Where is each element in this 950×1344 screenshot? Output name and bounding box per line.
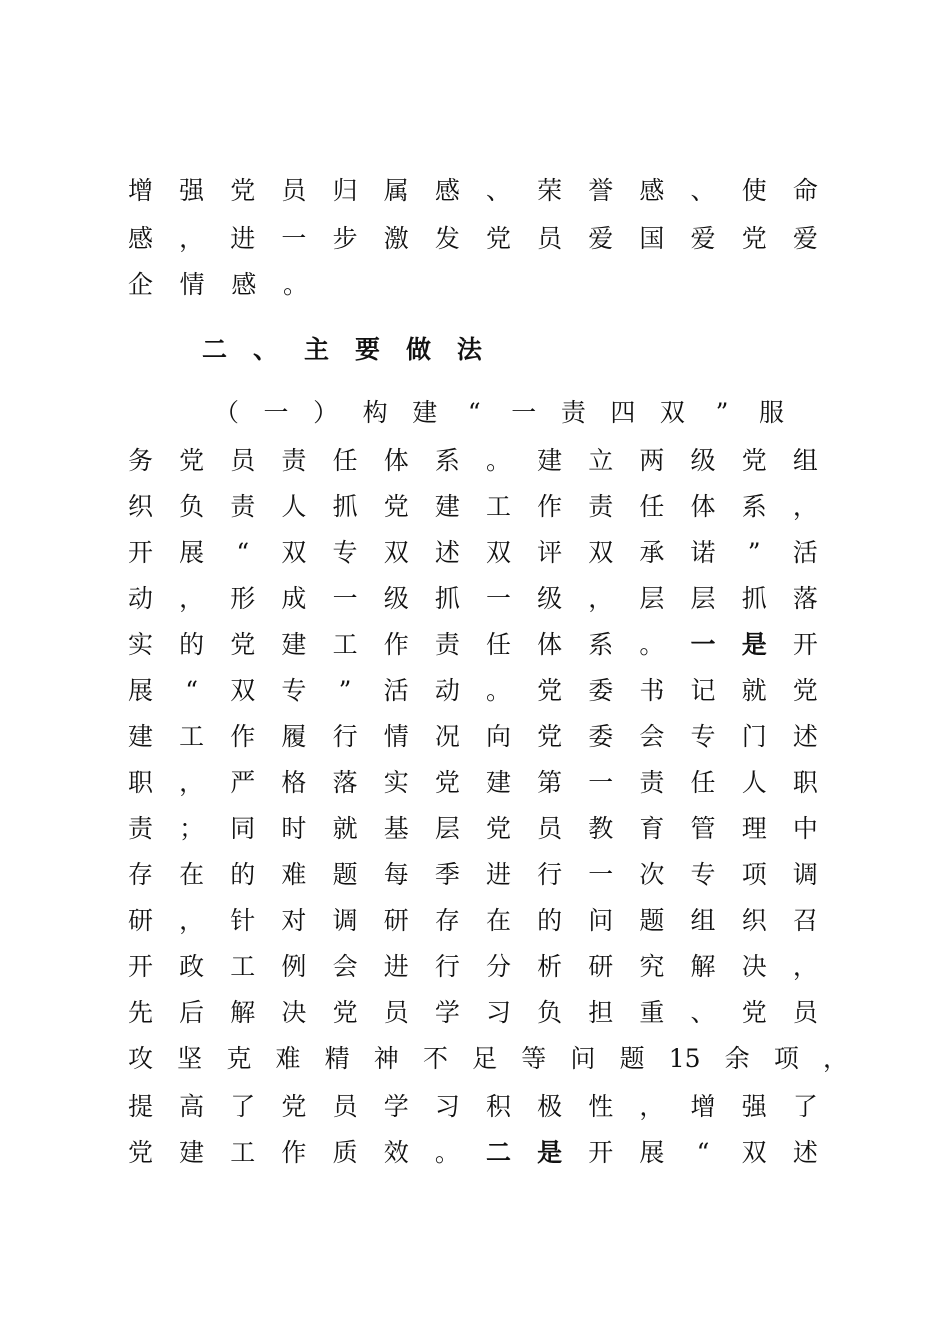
section-heading: [214, 390, 784, 436]
text-line: [128, 668, 818, 714]
text-char: 荣: [537, 176, 563, 205]
text-char: 先: [128, 998, 154, 1027]
text-char: 职: [128, 768, 154, 797]
text-char: 中: [792, 814, 818, 843]
text-char: ”: [747, 538, 761, 567]
text-char: 法: [456, 335, 482, 364]
text-char: ，: [792, 952, 818, 981]
text-char: 党: [741, 998, 767, 1027]
text-char: 是: [537, 1138, 563, 1167]
text-char: 落: [332, 768, 358, 797]
text-char: 负: [179, 492, 205, 521]
text-char: 织: [128, 492, 154, 521]
text-char: 在: [485, 906, 511, 935]
text-char: 双: [383, 538, 409, 567]
text-char: 建: [281, 630, 307, 659]
text-char: 工: [332, 630, 358, 659]
text-char: 感: [434, 176, 460, 205]
text-line: [128, 216, 818, 262]
text-char: 归: [332, 176, 358, 205]
text-line: [128, 622, 818, 668]
text-char: 员: [383, 998, 409, 1027]
text-char: 等: [521, 1044, 547, 1073]
text-char: 情: [179, 270, 205, 299]
text-char: 责: [560, 398, 586, 427]
text-char: 季: [434, 860, 460, 889]
text-char: 责: [639, 768, 665, 797]
text-char: 育: [639, 814, 665, 843]
text-char: 习: [434, 1092, 460, 1121]
text-char: 四: [610, 398, 636, 427]
text-char: 体: [690, 492, 716, 521]
text-char: 展: [179, 538, 205, 567]
text-char: 理: [741, 814, 767, 843]
text-char: 开: [128, 952, 154, 981]
text-char: 责: [230, 492, 256, 521]
text-char: 学: [383, 1092, 409, 1121]
text-char: 负: [537, 998, 563, 1027]
text-char: 双: [588, 538, 614, 567]
text-char: 成: [281, 584, 307, 613]
text-char: 提: [128, 1092, 154, 1121]
text-char: 极: [537, 1092, 563, 1121]
text-char: 爱: [690, 224, 716, 253]
text-char: 积: [485, 1092, 511, 1121]
text-char: 克: [226, 1044, 252, 1073]
text-char: 实: [128, 630, 154, 659]
text-char: 党: [128, 1138, 154, 1167]
text-char: 强: [179, 176, 205, 205]
text-char: 务: [128, 446, 154, 475]
text-char: “: [467, 398, 481, 427]
text-char: 员: [230, 446, 256, 475]
text-char: ，: [179, 906, 205, 935]
text-char: 。: [434, 1138, 460, 1167]
text-char: 研: [588, 952, 614, 981]
text-line: [128, 576, 818, 622]
text-char: 难: [281, 860, 307, 889]
text-char: 。: [639, 630, 665, 659]
text-char: 员: [537, 814, 563, 843]
text-char: 书: [639, 676, 665, 705]
text-char: 国: [639, 224, 665, 253]
text-char: 析: [537, 952, 563, 981]
text-char: 。: [485, 676, 511, 705]
text-char: 调: [332, 906, 358, 935]
text-char: 建: [485, 768, 511, 797]
text-char: 员: [281, 176, 307, 205]
text-char: 构: [362, 398, 388, 427]
text-char: 一: [588, 768, 614, 797]
text-char: 足: [472, 1044, 498, 1073]
text-char: 习: [485, 998, 511, 1027]
text-char: 级: [690, 446, 716, 475]
text-char: 究: [639, 952, 665, 981]
text-char: 双: [281, 538, 307, 567]
text-char: 企: [128, 270, 154, 299]
text-char: ，: [792, 492, 818, 521]
text-line: [128, 852, 818, 898]
text-char: 向: [485, 722, 511, 751]
text-char: 重: [639, 998, 665, 1027]
text-char: 双: [741, 1138, 767, 1167]
text-char: 一: [690, 630, 716, 659]
text-char: 诺: [690, 538, 716, 567]
text-char: ，: [588, 584, 614, 613]
text-char: 一: [511, 398, 537, 427]
text-char: 工: [485, 492, 511, 521]
text-char: ，: [179, 768, 205, 797]
text-char: ，: [179, 584, 205, 613]
text-char: 不: [422, 1044, 448, 1073]
text-char: 调: [792, 860, 818, 889]
text-char: 格: [281, 768, 307, 797]
text-char: 述: [792, 1138, 818, 1167]
text-char: 抓: [332, 492, 358, 521]
text-char: 行: [537, 860, 563, 889]
text-line: [128, 484, 818, 530]
text-char: 、: [690, 176, 716, 205]
text-char: 体: [383, 446, 409, 475]
text-char: 后: [179, 998, 205, 1027]
text-char: 同: [230, 814, 256, 843]
text-char: 时: [281, 814, 307, 843]
text-char: 攻: [128, 1044, 154, 1073]
text-char: 工: [179, 722, 205, 751]
text-char: 主: [303, 335, 329, 364]
text-char: 员: [537, 224, 563, 253]
text-char: 党: [332, 998, 358, 1027]
text-char: 在: [179, 860, 205, 889]
text-char: 项: [773, 1044, 799, 1073]
text-char: 解: [230, 998, 256, 1027]
text-char: 次: [639, 860, 665, 889]
text-char: 系: [741, 492, 767, 521]
text-line: [128, 1084, 818, 1130]
text-char: 职: [792, 768, 818, 797]
text-char: 党: [179, 446, 205, 475]
text-char: 任: [485, 630, 511, 659]
text-char: 责: [281, 446, 307, 475]
text-char: 问: [588, 906, 614, 935]
text-char: “: [696, 1138, 710, 1167]
text-char: 履: [281, 722, 307, 751]
text-char: 况: [434, 722, 460, 751]
text-char: 人: [741, 768, 767, 797]
text-char: 是: [741, 630, 767, 659]
text-char: 开: [792, 630, 818, 659]
text-char: 一: [263, 398, 289, 427]
text-char: 党: [537, 676, 563, 705]
text-char: 两: [639, 446, 665, 475]
text-char: 存: [434, 906, 460, 935]
text-char: 组: [792, 446, 818, 475]
text-char: 政: [179, 952, 205, 981]
text-char: 精: [324, 1044, 350, 1073]
text-line: [128, 262, 308, 308]
text-char: 管: [690, 814, 716, 843]
text-char: 教: [588, 814, 614, 843]
text-char: 服: [758, 398, 784, 427]
text-char: 要: [354, 335, 380, 364]
text-char: 例: [281, 952, 307, 981]
text-char: 系: [588, 630, 614, 659]
text-char: 系: [434, 446, 460, 475]
text-char: 研: [128, 906, 154, 935]
text-char: 落: [792, 584, 818, 613]
text-char: 激: [383, 224, 409, 253]
text-char: 了: [792, 1092, 818, 1121]
text-char: 一: [332, 584, 358, 613]
text-char: 级: [537, 584, 563, 613]
text-char: 抓: [434, 584, 460, 613]
text-char: 承: [639, 538, 665, 567]
text-char: 研: [383, 906, 409, 935]
text-char: 召: [792, 906, 818, 935]
text-char: 题: [639, 906, 665, 935]
text-char: 专: [332, 538, 358, 567]
text-char: （: [214, 398, 240, 427]
text-char: 开: [128, 538, 154, 567]
text-char: ，: [179, 224, 205, 253]
text-char: 爱: [588, 224, 614, 253]
text-char: 决: [741, 952, 767, 981]
text-char: 建: [128, 722, 154, 751]
text-char: 增: [690, 1092, 716, 1121]
text-char: 高: [179, 1092, 205, 1121]
text-char: 。: [485, 446, 511, 475]
text-char: 党: [485, 224, 511, 253]
text-char: 委: [588, 676, 614, 705]
text-char: 述: [792, 722, 818, 751]
text-char: 党: [741, 446, 767, 475]
text-char: 党: [537, 722, 563, 751]
text-char: 建: [179, 1138, 205, 1167]
text-char: 存: [128, 860, 154, 889]
text-char: 党: [281, 1092, 307, 1121]
text-char: 作: [230, 722, 256, 751]
text-char: 情: [383, 722, 409, 751]
text-char: 每: [383, 860, 409, 889]
text-char: 专: [690, 722, 716, 751]
text-char: 述: [434, 538, 460, 567]
text-char: 的: [537, 906, 563, 935]
text-char: 神: [373, 1044, 399, 1073]
text-char: 形: [230, 584, 256, 613]
text-char: 效: [383, 1138, 409, 1167]
text-char: 双: [230, 676, 256, 705]
text-char: 双: [485, 538, 511, 567]
text-char: 建: [412, 398, 438, 427]
text-char: 质: [332, 1138, 358, 1167]
text-char: 进: [383, 952, 409, 981]
text-char: 做: [405, 335, 431, 364]
text-char: 员: [332, 1092, 358, 1121]
text-char: 责: [128, 814, 154, 843]
text-char: 基: [383, 814, 409, 843]
text-char: 责: [434, 630, 460, 659]
text-char: 层: [690, 584, 716, 613]
text-char: 爱: [792, 224, 818, 253]
text-char: 层: [639, 584, 665, 613]
text-char: 记: [690, 676, 716, 705]
text-char: 动: [434, 676, 460, 705]
text-char: 党: [230, 630, 256, 659]
text-char: 党: [741, 224, 767, 253]
text-line: [128, 530, 818, 576]
text-line: [128, 990, 818, 1036]
text-line: [128, 438, 818, 484]
text-char: 一: [588, 860, 614, 889]
text-char: 建: [434, 492, 460, 521]
text-char: 级: [383, 584, 409, 613]
text-char: 题: [332, 860, 358, 889]
text-char: 增: [128, 176, 154, 205]
text-char: ；: [179, 814, 205, 843]
text-char: 任: [639, 492, 665, 521]
text-char: 15: [668, 1044, 701, 1073]
text-char: 余: [724, 1044, 750, 1073]
text-char: 层: [434, 814, 460, 843]
text-char: ，: [822, 1044, 848, 1073]
text-char: 抓: [741, 584, 767, 613]
text-char: 坚: [177, 1044, 203, 1073]
text-char: 进: [230, 224, 256, 253]
text-char: 步: [332, 224, 358, 253]
text-char: 命: [792, 176, 818, 205]
text-char: 就: [332, 814, 358, 843]
text-char: 强: [741, 1092, 767, 1121]
text-char: 专: [690, 860, 716, 889]
text-char: 评: [537, 538, 563, 567]
text-char: 一: [281, 224, 307, 253]
text-char: 作: [383, 630, 409, 659]
text-line: [128, 714, 818, 760]
text-char: 二: [202, 335, 228, 364]
text-char: 一: [485, 584, 511, 613]
text-line: [128, 760, 818, 806]
text-char: ，: [639, 1092, 665, 1121]
text-line: [128, 168, 818, 214]
text-line: [128, 944, 818, 990]
text-char: “: [185, 676, 199, 705]
text-char: 门: [741, 722, 767, 751]
text-char: 作: [281, 1138, 307, 1167]
text-char: 担: [588, 998, 614, 1027]
text-char: 党: [434, 768, 460, 797]
text-char: 开: [588, 1138, 614, 1167]
text-char: 专: [281, 676, 307, 705]
text-char: ”: [715, 398, 729, 427]
section-heading: [202, 327, 482, 373]
text-char: 严: [230, 768, 256, 797]
text-char: 实: [383, 768, 409, 797]
text-char: 对: [281, 906, 307, 935]
text-char: 属: [383, 176, 409, 205]
text-char: 。: [282, 270, 308, 299]
text-char: 的: [230, 860, 256, 889]
text-line: [128, 1036, 848, 1082]
text-char: 针: [230, 906, 256, 935]
text-char: 员: [792, 998, 818, 1027]
text-char: 解: [690, 952, 716, 981]
text-char: 党: [383, 492, 409, 521]
text-char: 第: [537, 768, 563, 797]
text-char: 人: [281, 492, 307, 521]
text-char: 行: [434, 952, 460, 981]
text-char: ）: [313, 398, 339, 427]
text-char: 建: [537, 446, 563, 475]
text-char: 就: [741, 676, 767, 705]
text-line: [128, 898, 818, 944]
text-char: 性: [588, 1092, 614, 1121]
text-char: 展: [128, 676, 154, 705]
text-char: 誉: [588, 176, 614, 205]
text-char: 使: [741, 176, 767, 205]
text-char: 项: [741, 860, 767, 889]
text-char: ”: [338, 676, 352, 705]
text-line: [128, 1130, 818, 1176]
text-char: 活: [792, 538, 818, 567]
text-char: 学: [434, 998, 460, 1027]
text-char: 任: [690, 768, 716, 797]
text-char: 行: [332, 722, 358, 751]
text-char: 织: [741, 906, 767, 935]
text-char: 会: [332, 952, 358, 981]
text-char: 分: [485, 952, 511, 981]
text-char: 委: [588, 722, 614, 751]
text-char: 、: [690, 998, 716, 1027]
text-char: 作: [537, 492, 563, 521]
text-char: 问: [570, 1044, 596, 1073]
text-char: 工: [230, 952, 256, 981]
text-char: 、: [485, 176, 511, 205]
text-char: 体: [537, 630, 563, 659]
text-char: 活: [383, 676, 409, 705]
text-char: 发: [434, 224, 460, 253]
text-char: 题: [619, 1044, 645, 1073]
text-char: 的: [179, 630, 205, 659]
text-char: 了: [230, 1092, 256, 1121]
text-char: 立: [588, 446, 614, 475]
text-char: 党: [485, 814, 511, 843]
text-char: 感: [128, 224, 154, 253]
text-char: 党: [792, 676, 818, 705]
text-char: 责: [588, 492, 614, 521]
text-char: 展: [639, 1138, 665, 1167]
text-char: 动: [128, 584, 154, 613]
text-line: [128, 806, 818, 852]
text-char: 难: [275, 1044, 301, 1073]
text-char: 会: [639, 722, 665, 751]
text-char: 感: [231, 270, 257, 299]
text-char: 工: [230, 1138, 256, 1167]
text-char: 决: [281, 998, 307, 1027]
text-char: 感: [639, 176, 665, 205]
text-char: 进: [485, 860, 511, 889]
text-char: 组: [690, 906, 716, 935]
text-char: 、: [252, 335, 278, 364]
text-char: “: [236, 538, 250, 567]
text-char: 二: [485, 1138, 511, 1167]
text-char: 双: [659, 398, 685, 427]
text-char: 任: [332, 446, 358, 475]
text-char: 党: [230, 176, 256, 205]
